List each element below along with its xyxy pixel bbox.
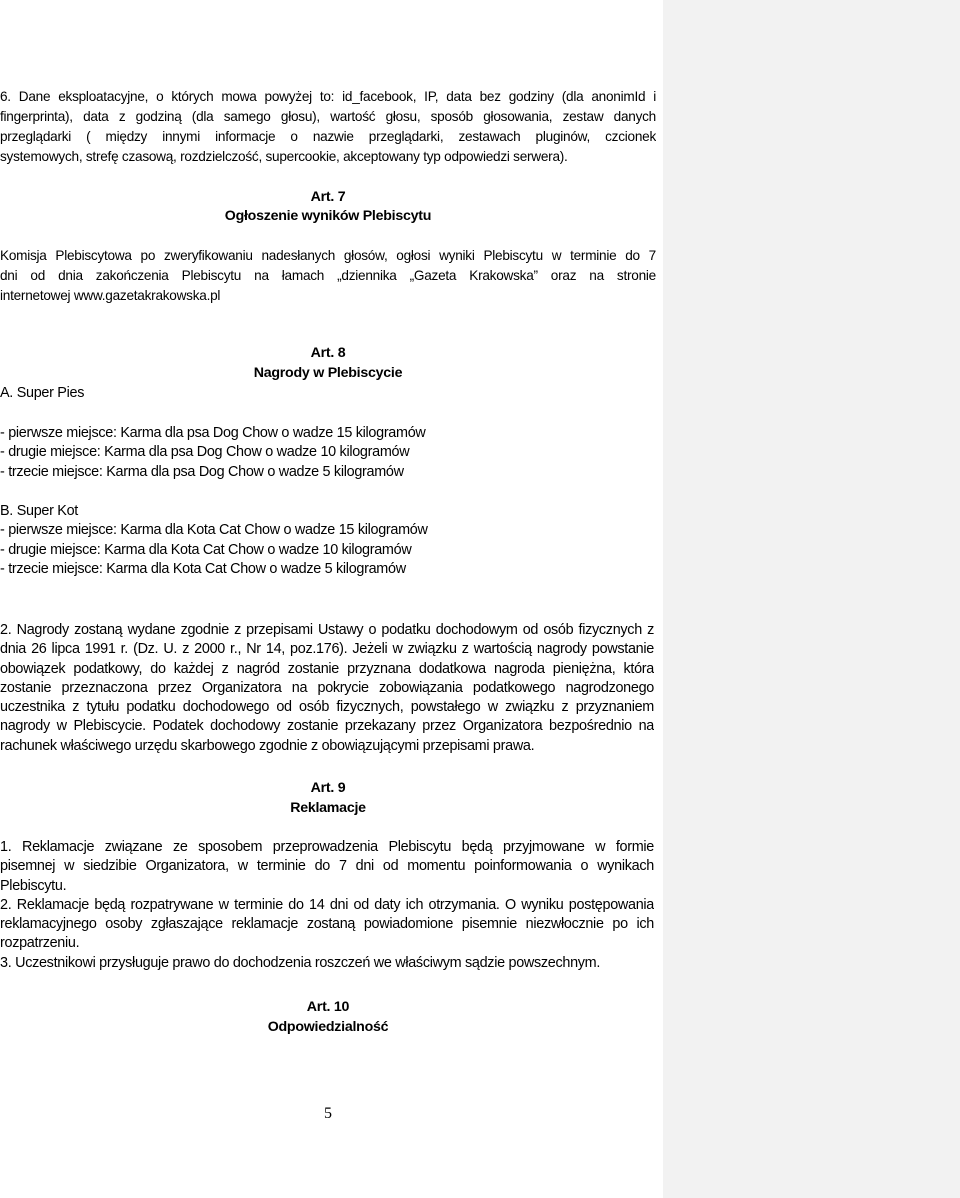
art-10-number: Art. 10 xyxy=(306,999,350,1015)
art-7-paragraph xyxy=(0,246,656,306)
list-item: - drugie miejsce: Karma dla Kota Cat Chow o wadze 10 kilogramów xyxy=(0,541,412,558)
list-item: - trzecie miejsce: Karma dla psa Dog Chow o wadze 5 kilogramów xyxy=(0,463,404,480)
paragraph-line: systemowych, strefę czasową, rozdzielczość, supercookie, akceptowany typ odpowiedzi serwera). xyxy=(0,149,568,164)
paragraph-line: 2. Nagrody zostaną wydane zgodnie z przepisami Ustawy o podatku dochodowym od osób fizycznych z xyxy=(0,622,654,638)
group-b-label: B. Super Kot xyxy=(0,503,78,519)
art-9-number: Art. 9 xyxy=(310,780,346,796)
paragraph-line: nagrody w Plebiscycie. Podatek dochodowy zostanie przekazany przez Organizatora bezpośrednio na xyxy=(0,718,654,735)
paragraph-line: 2. Reklamacje będą rozpatrywane w terminie do 14 dni od daty ich otrzymania. O wyniku postępowania xyxy=(0,896,654,913)
paragraph-line: 6. Dane eksploatacyjne, o których mowa powyżej to: id_facebook, IP, data bez godziny (dla anonimId i xyxy=(0,89,656,104)
art-7-number: Art. 7 xyxy=(310,189,346,205)
paragraph-line: fingerprinta), data z godziną (dla samego głosu), wartość głosu, sposób głosowania, zestaw danych xyxy=(0,109,656,124)
group-a-label: A. Super Pies xyxy=(0,385,85,401)
art-8-point-2-paragraph xyxy=(0,621,654,756)
art-9-title: Reklamacje xyxy=(290,800,366,816)
list-item: - trzecie miejsce: Karma dla Kota Cat Chow o wadze 5 kilogramów xyxy=(0,560,406,577)
paragraph-line: Plebiscytu. xyxy=(0,877,67,894)
paragraph-line: przeglądarki ( między innymi informacje o nazwie przeglądarki, zestawach pluginów, czcionek xyxy=(0,129,656,144)
list-item: - pierwsze miejsce: Karma dla Kota Cat Chow o wadze 15 kilogramów xyxy=(0,522,428,539)
group-b-list xyxy=(0,502,654,579)
list-item: - drugie miejsce: Karma dla psa Dog Chow o wadze 10 kilogramów xyxy=(0,444,410,461)
paragraph-line: uczestnika z tytułu podatku dochodowego od osób fizycznych, powstałego w związku z przyznaniem xyxy=(0,699,654,716)
page-number: 5 xyxy=(324,1105,332,1122)
paragraph-line: 1. Reklamacje związane ze sposobem przeprowadzenia Plebiscytu będą przyjmowane w formie xyxy=(0,839,654,855)
art-8-title: Nagrody w Plebiscycie xyxy=(253,365,403,381)
list-item: - pierwsze miejsce: Karma dla psa Dog Chow o wadze 15 kilogramów xyxy=(0,425,426,441)
paragraph-line: reklamacyjnego osoby zgłaszające reklamacje zostaną powiadomione pisemnie niezwłocznie po ich xyxy=(0,916,654,933)
paragraph-line: rozpatrzeniu. xyxy=(0,935,80,952)
art-10-title: Odpowiedzialność xyxy=(267,1019,389,1035)
paragraph-line: pisemnej w siedzibie Organizatora, w terminie do 7 dni od momentu poinformowania o wynikach xyxy=(0,858,654,875)
art-7-title: Ogłoszenie wyników Plebiscytu xyxy=(224,208,432,224)
paragraph-line: obowiązek podatkowy, do każdej z nagród zostanie przyznana dodatkowa nagroda pieniężna, która xyxy=(0,660,654,677)
paragraph-line: dnia 26 lipca 1991 r. (Dz. U. z 2000 r., Nr 14, poz.176). Jeżeli w związku z wartością nagrody powstanie xyxy=(0,641,654,658)
paragraph-line: internetowej www.gazetakrakowska.pl xyxy=(0,288,221,303)
art-9-paragraph xyxy=(0,838,654,973)
paragraph-line: 3. Uczestnikowi przysługuje prawo do dochodzenia roszczeń we właściwym sądzie powszechnym. xyxy=(0,954,601,971)
paragraph-line: dni od dnia zakończenia Plebiscytu na łamach „dziennika „Gazeta Krakowska” oraz na stronie xyxy=(0,268,656,283)
art-8-number: Art. 8 xyxy=(310,345,346,361)
comment-pane xyxy=(663,0,960,1198)
paragraph-line: zostanie przeznaczona przez Organizatora na pokrycie zobowiązania podatkowego nagrodzonego xyxy=(0,679,654,696)
paragraph-line: Komisja Plebiscytowa po zweryfikowaniu nadesłanych głosów, ogłosi wyniki Plebiscytu w terminie do 7 xyxy=(0,248,656,263)
paragraph-line: rachunek właściwego urzędu skarbowego zgodnie z obowiązującymi przepisami prawa. xyxy=(0,737,535,754)
group-a-list xyxy=(0,424,654,482)
section-6-paragraph xyxy=(0,87,656,167)
